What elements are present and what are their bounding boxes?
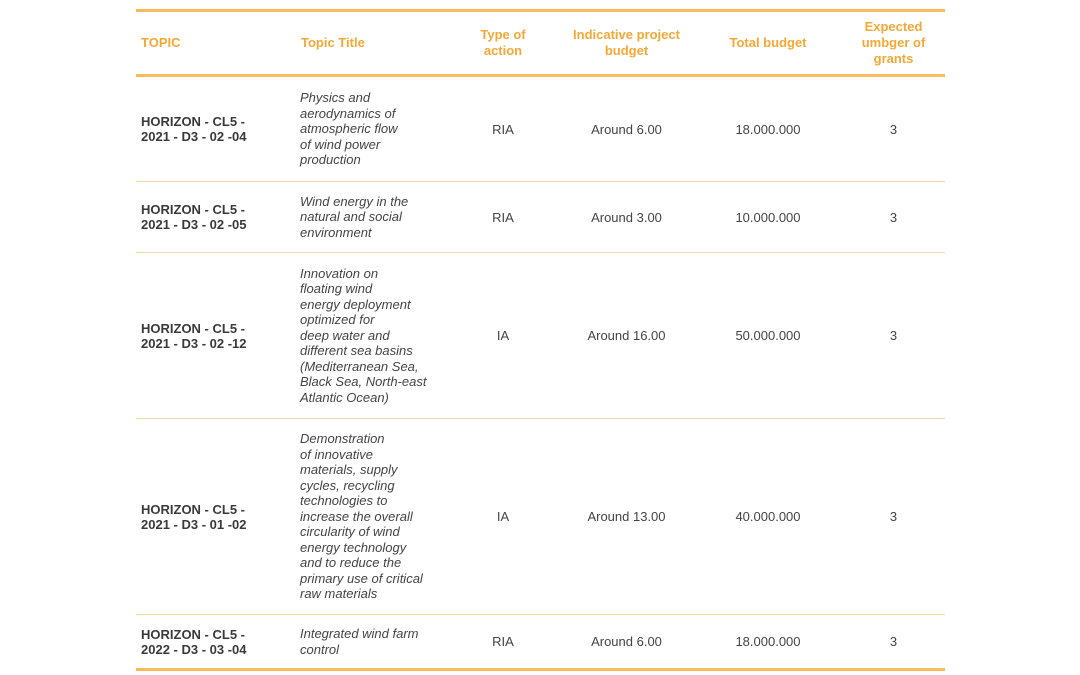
indicative-budget: Around 3.00 (591, 209, 662, 225)
type-of-action: RIA (492, 121, 514, 137)
table-row (136, 182, 945, 253)
table-row (136, 419, 945, 615)
total-budget: 10.000.000 (735, 209, 801, 225)
total-budget: 18.000.000 (735, 121, 801, 137)
expected-grants: 3 (889, 209, 898, 225)
indicative-budget: Around 6.00 (591, 121, 662, 137)
type-of-action: IA (496, 509, 510, 524)
expected-grants: 3 (889, 634, 898, 649)
indicative-budget: Around 6.00 (591, 634, 662, 649)
topic-code: HORIZON - CL5 - 2021 - D3 - 01 -02 (141, 501, 247, 532)
total-budget: 18.000.000 (735, 634, 801, 649)
indicative-budget: Around 13.00 (587, 509, 666, 524)
table-header-row (136, 12, 945, 77)
topic-title: Innovation on floating wind energy deployment optimized for deep water and different sea basins (Mediterranean Sea, Black Sea, North-east Atlantic Ocean) (300, 265, 427, 405)
header-total-budget: Total budget (729, 35, 807, 50)
topic-title: Integrated wind farm control (300, 626, 419, 657)
header-topic: TOPIC (141, 35, 181, 50)
topic-title: Physics and aerodynamics of atmospheric flow of wind power production (300, 90, 398, 168)
type-of-action: RIA (492, 634, 514, 649)
header-indicative-budget: Indicative project budget (573, 27, 680, 58)
table-row (136, 77, 945, 182)
topic-code: HORIZON - CL5 - 2021 - D3 - 02 -05 (141, 202, 247, 232)
header-topic-title: Topic Title (301, 35, 365, 50)
indicative-budget: Around 16.00 (587, 328, 666, 343)
type-of-action: RIA (492, 209, 514, 225)
total-budget: 40.000.000 (735, 509, 801, 524)
topic-code: HORIZON - CL5 - 2021 - D3 - 02 -12 (141, 320, 247, 351)
topic-title: Wind energy in the natural and social environment (300, 193, 409, 240)
table-row (136, 615, 945, 668)
header-type-of-action: Type of action (480, 27, 526, 58)
topic-code: HORIZON - CL5 - 2021 - D3 - 02 -04 (141, 114, 247, 144)
expected-grants: 3 (889, 328, 898, 343)
expected-grants: 3 (889, 509, 898, 524)
total-budget: 50.000.000 (735, 328, 801, 343)
horizon-topics-table (136, 9, 945, 671)
topic-title: Demonstration of innovative materials, supply cycles, recycling technologies to increase the overall circularity of wind energy technology and to reduce the primary use of critical raw materials (300, 431, 423, 602)
type-of-action: IA (496, 328, 510, 343)
expected-grants: 3 (889, 121, 898, 137)
table-row (136, 253, 945, 419)
header-expected-grants: Expected umbger of grants (861, 19, 926, 66)
topic-code: HORIZON - CL5 - 2022 - D3 - 03 -04 (141, 626, 247, 657)
